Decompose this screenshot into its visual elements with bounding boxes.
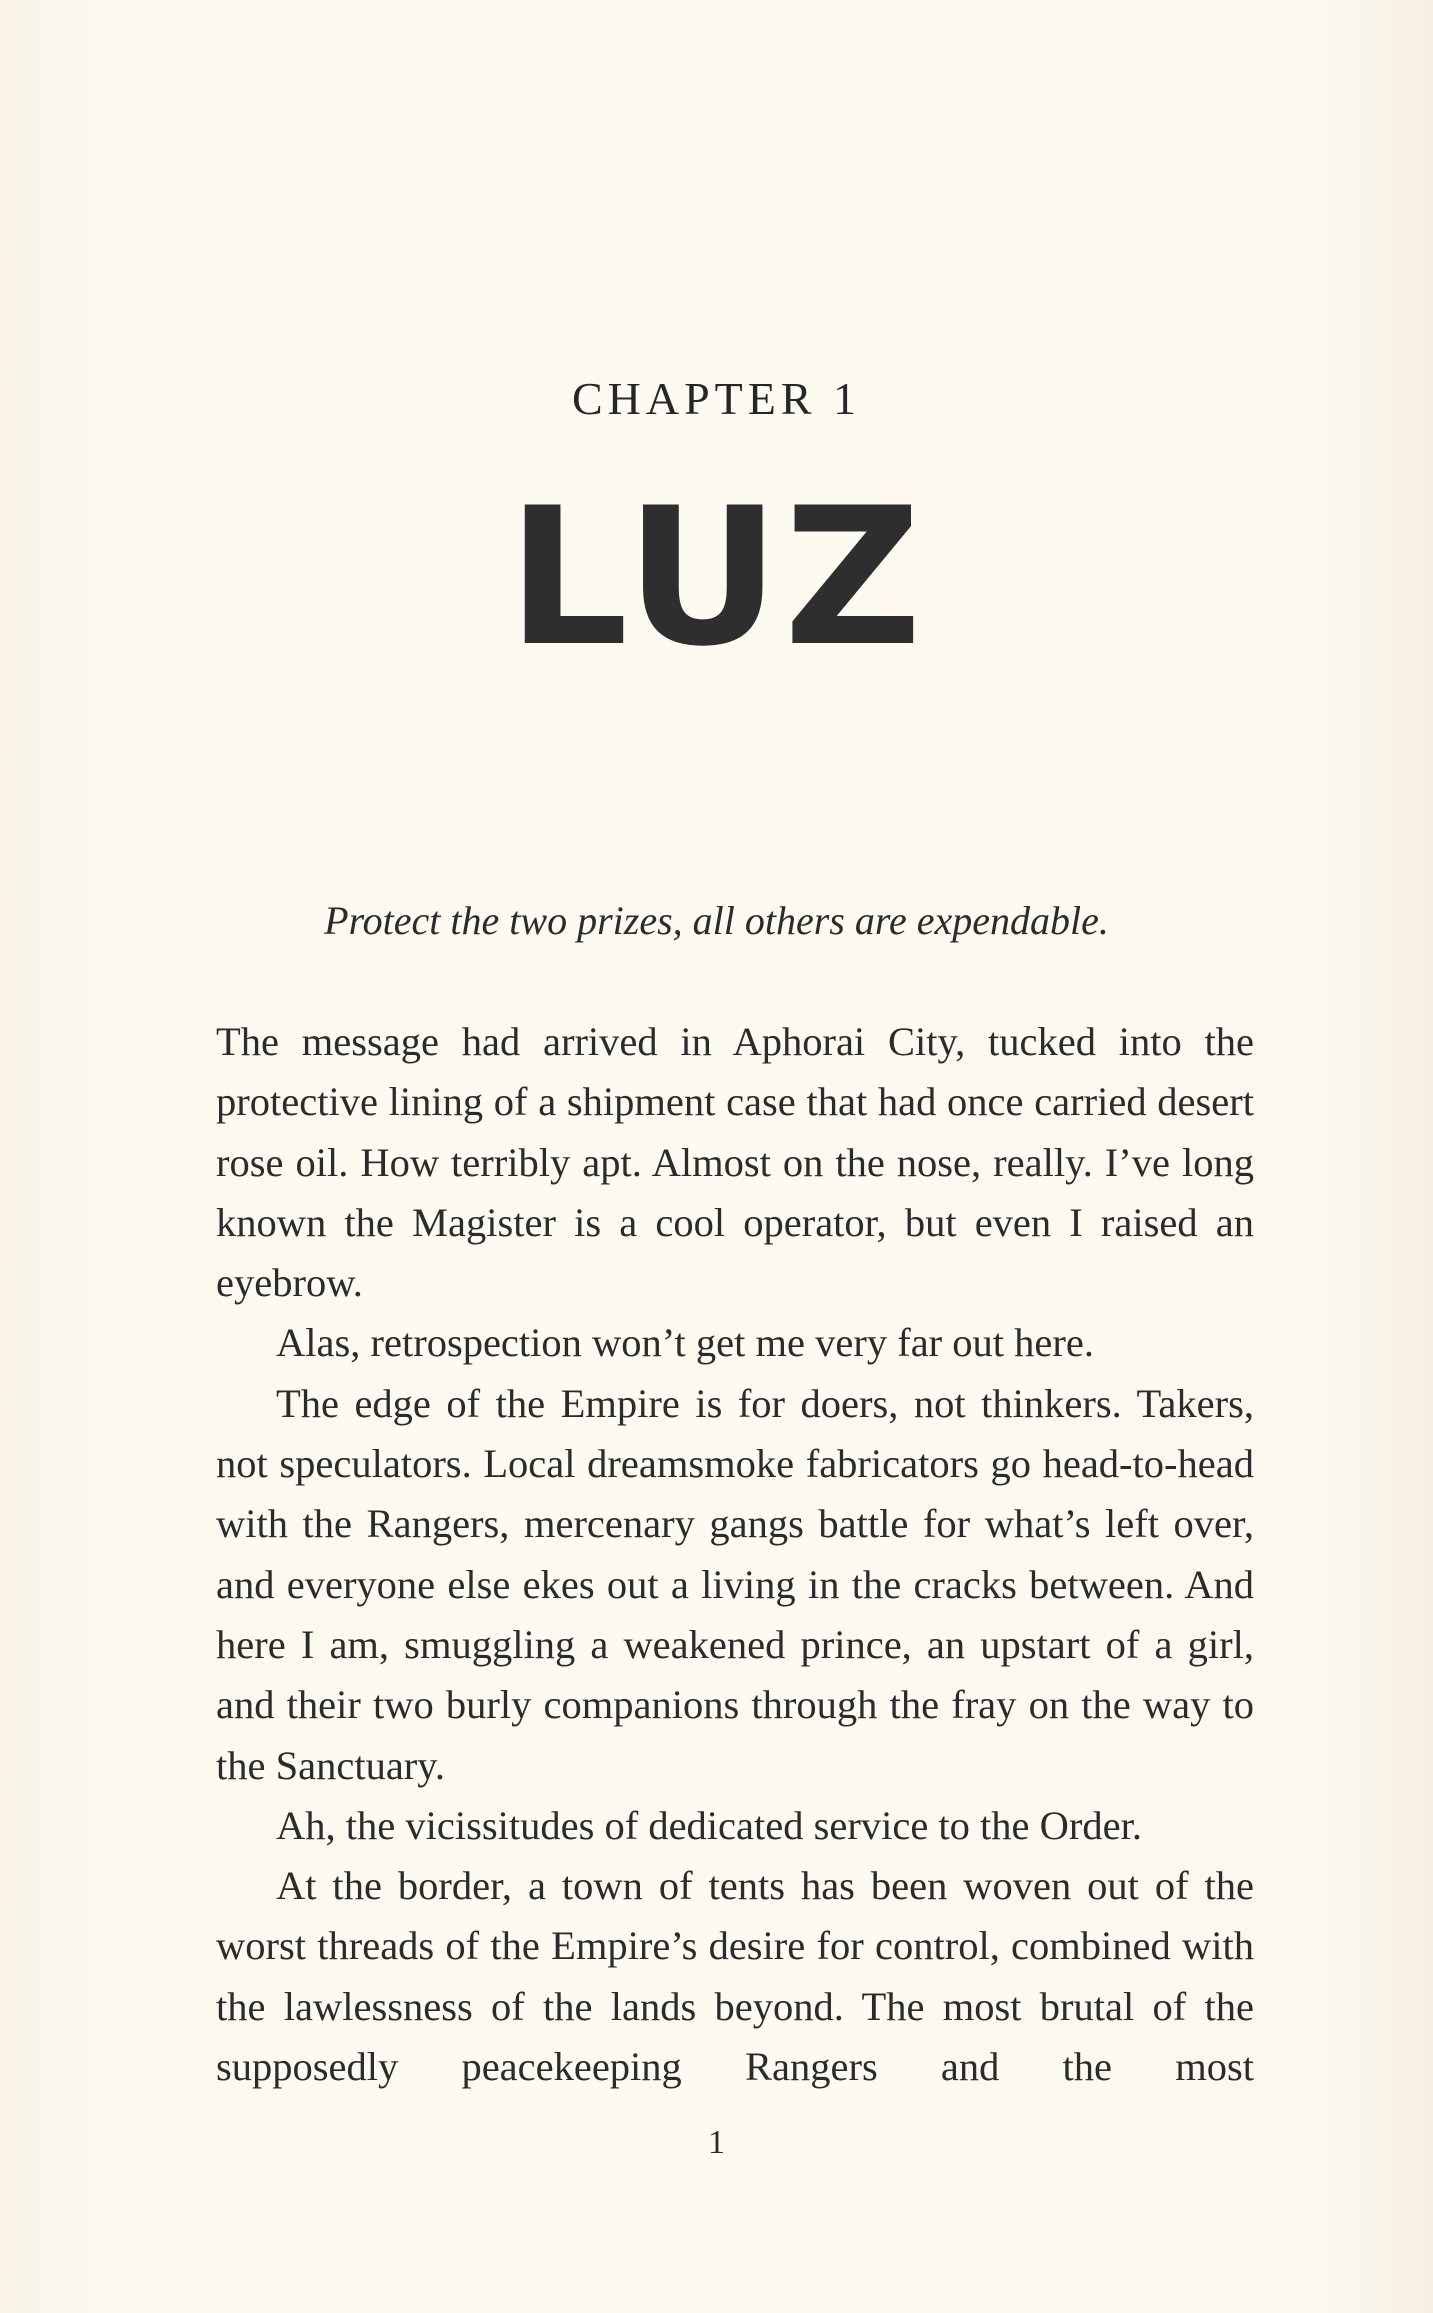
paragraph: The edge of the Empire is for doers, not thinkers. Takers, not speculators. Local dreamsmoke fabricators go head-to-head with the Rangers, mercenary gangs battle for what’s left over, and everyone else ekes out a living in the cracks between. And here I am, smuggling a weakened prince, an upstart of a girl, and their two burly companions through the fray on the way to the Sanctuary.	[216, 1380, 1254, 1788]
epigraph: Protect the two prizes, all others are expendable.	[324, 898, 1109, 943]
paragraph: Ah, the vicissitudes of dedicated service to the Order.	[276, 1802, 1142, 1848]
chapter-title: LUZ	[507, 467, 926, 688]
page-number: 1	[708, 2124, 725, 2161]
chapter-number: CHAPTER 1	[571, 373, 862, 424]
chapter-body	[216, 1012, 1254, 2097]
paragraph: At the border, a town of tents has been woven out of the worst threads of the Empire’s desire for control, combined with the lawlessness of the lands beyond. The most brutal of the supposedly peacekeeping Rangers and the most	[216, 1863, 1254, 2090]
paragraph: The message had arrived in Aphorai City, tucked into the protective lining of a shipment case that had once carried desert rose oil. How terribly apt. Almost on the nose, really. I’ve long known the Magister is a cool operator, but even I raised an eyebrow.	[216, 1019, 1254, 1306]
paragraph: Alas, retrospection won’t get me very far out here.	[276, 1320, 1094, 1366]
